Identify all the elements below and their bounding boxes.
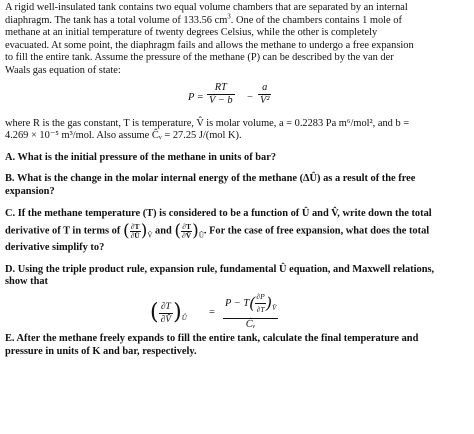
constants-line: 4.269 × 10⁻⁵ m³/mol. Also assume Ĉᵥ = 27.25 J/(mol K). bbox=[5, 130, 242, 142]
denominator: V̂ − b bbox=[209, 94, 233, 106]
question-text: and bbox=[155, 225, 172, 237]
question-line: show that bbox=[5, 276, 49, 288]
paren-open: ( bbox=[249, 293, 256, 313]
intro-text: . One of the chambers contains 1 mole of bbox=[230, 14, 402, 26]
intro-line: A rigid well-insulated tank contains two equal volume chambers that are separated by an internal bbox=[5, 2, 408, 13]
lhs-derivative bbox=[150, 301, 187, 326]
question-line: pressure in units of K and bar, respectively. bbox=[5, 345, 197, 357]
subscript: V̂ bbox=[271, 303, 277, 312]
question-line: D. Using the triple product rule, expansion rule, fundamental Û equation, and Maxwell relations, bbox=[5, 263, 435, 275]
question-line: derivative simplify to? bbox=[5, 242, 105, 254]
intro-text: diaphragm. The tank has a total volume of 133.56 cm bbox=[5, 14, 228, 26]
question-line bbox=[5, 220, 467, 242]
rhs-fraction bbox=[223, 291, 278, 331]
intro-line: evacuated. At some point, the diaphragm fails and allows the methane to undergo a free expansion bbox=[5, 39, 414, 51]
superscript: 3 bbox=[227, 12, 231, 21]
intro-paragraph bbox=[5, 2, 467, 78]
numerator: ∂T bbox=[159, 301, 174, 314]
equation-lhs: P = bbox=[188, 91, 204, 103]
question-b bbox=[5, 173, 467, 198]
constants-line: where R is the gas constant, T is temperature, V̂ is molar volume, a = 0.2283 Pa m⁶/mol², and b = bbox=[5, 117, 410, 129]
question-line: C. If the methane temperature (T) is considered to be a function of Û and V̂, write down the total bbox=[5, 207, 432, 219]
question-d bbox=[5, 264, 467, 289]
constants-paragraph bbox=[5, 118, 467, 143]
intro-line: Waals gas equation of state: bbox=[5, 64, 121, 76]
minus-sign: − bbox=[247, 91, 253, 103]
paren-open: ( bbox=[174, 221, 182, 242]
denominator: V̂² bbox=[260, 94, 270, 106]
question-text: . For the case of free expansion, what does the total bbox=[203, 225, 430, 237]
question-line: B. What is the change in the molar internal energy of the methane (ΔÛ) as a result of the free bbox=[5, 173, 416, 185]
numerator: RT bbox=[207, 82, 235, 95]
paren-close: ) bbox=[173, 300, 182, 326]
question-e bbox=[5, 333, 467, 358]
paren-close: ) bbox=[192, 221, 199, 242]
paren-close: ) bbox=[140, 221, 148, 242]
numerator: ∂P bbox=[255, 291, 265, 304]
final-equation bbox=[5, 289, 467, 333]
numerator bbox=[223, 291, 278, 319]
numerator-text: P − T bbox=[225, 297, 250, 309]
derivative-dT-dU bbox=[130, 223, 141, 240]
subscript: Û bbox=[198, 231, 204, 240]
inner-derivative bbox=[255, 291, 265, 316]
question-a: A. What is the initial pressure of the methane in units of bar? bbox=[5, 151, 277, 163]
paren-close: ) bbox=[265, 293, 272, 313]
paren-open: ( bbox=[122, 221, 130, 242]
numerator: ∂T bbox=[130, 221, 140, 231]
question-c bbox=[5, 208, 467, 255]
fraction-rt bbox=[207, 82, 235, 107]
subscript: Û bbox=[181, 313, 187, 322]
vdw-equation bbox=[5, 78, 467, 118]
denominator: ∂T bbox=[256, 304, 265, 314]
question-line: expansion? bbox=[5, 185, 55, 197]
intro-line: to fill the entire tank. Assume the pressure of the methane (P) can be described by the van der bbox=[5, 52, 394, 64]
derivative-fraction bbox=[159, 301, 174, 326]
equals-sign: = bbox=[209, 306, 215, 318]
numerator: a bbox=[258, 82, 271, 95]
intro-line bbox=[5, 12, 467, 28]
numerator: ∂T bbox=[182, 221, 191, 231]
denominator: ∂V̂ bbox=[160, 314, 172, 325]
question-line: E. After the methane freely expands to fill the entire tank, calculate the final temperature and bbox=[5, 332, 419, 344]
problem-document bbox=[5, 2, 467, 358]
intro-line: methane at an initial temperature of twenty degrees Celsius, while the other is completely bbox=[5, 27, 378, 39]
denominator: Ĉᵥ bbox=[245, 318, 256, 330]
paren-open: ( bbox=[150, 300, 159, 326]
question-text: derivative of T in terms of bbox=[5, 225, 121, 237]
fraction-a bbox=[258, 82, 271, 107]
denominator: ∂V̂ bbox=[182, 230, 192, 240]
denominator: ∂Û bbox=[130, 230, 140, 240]
subscript: V̂ bbox=[147, 231, 153, 240]
derivative-dT-dV bbox=[181, 223, 192, 240]
